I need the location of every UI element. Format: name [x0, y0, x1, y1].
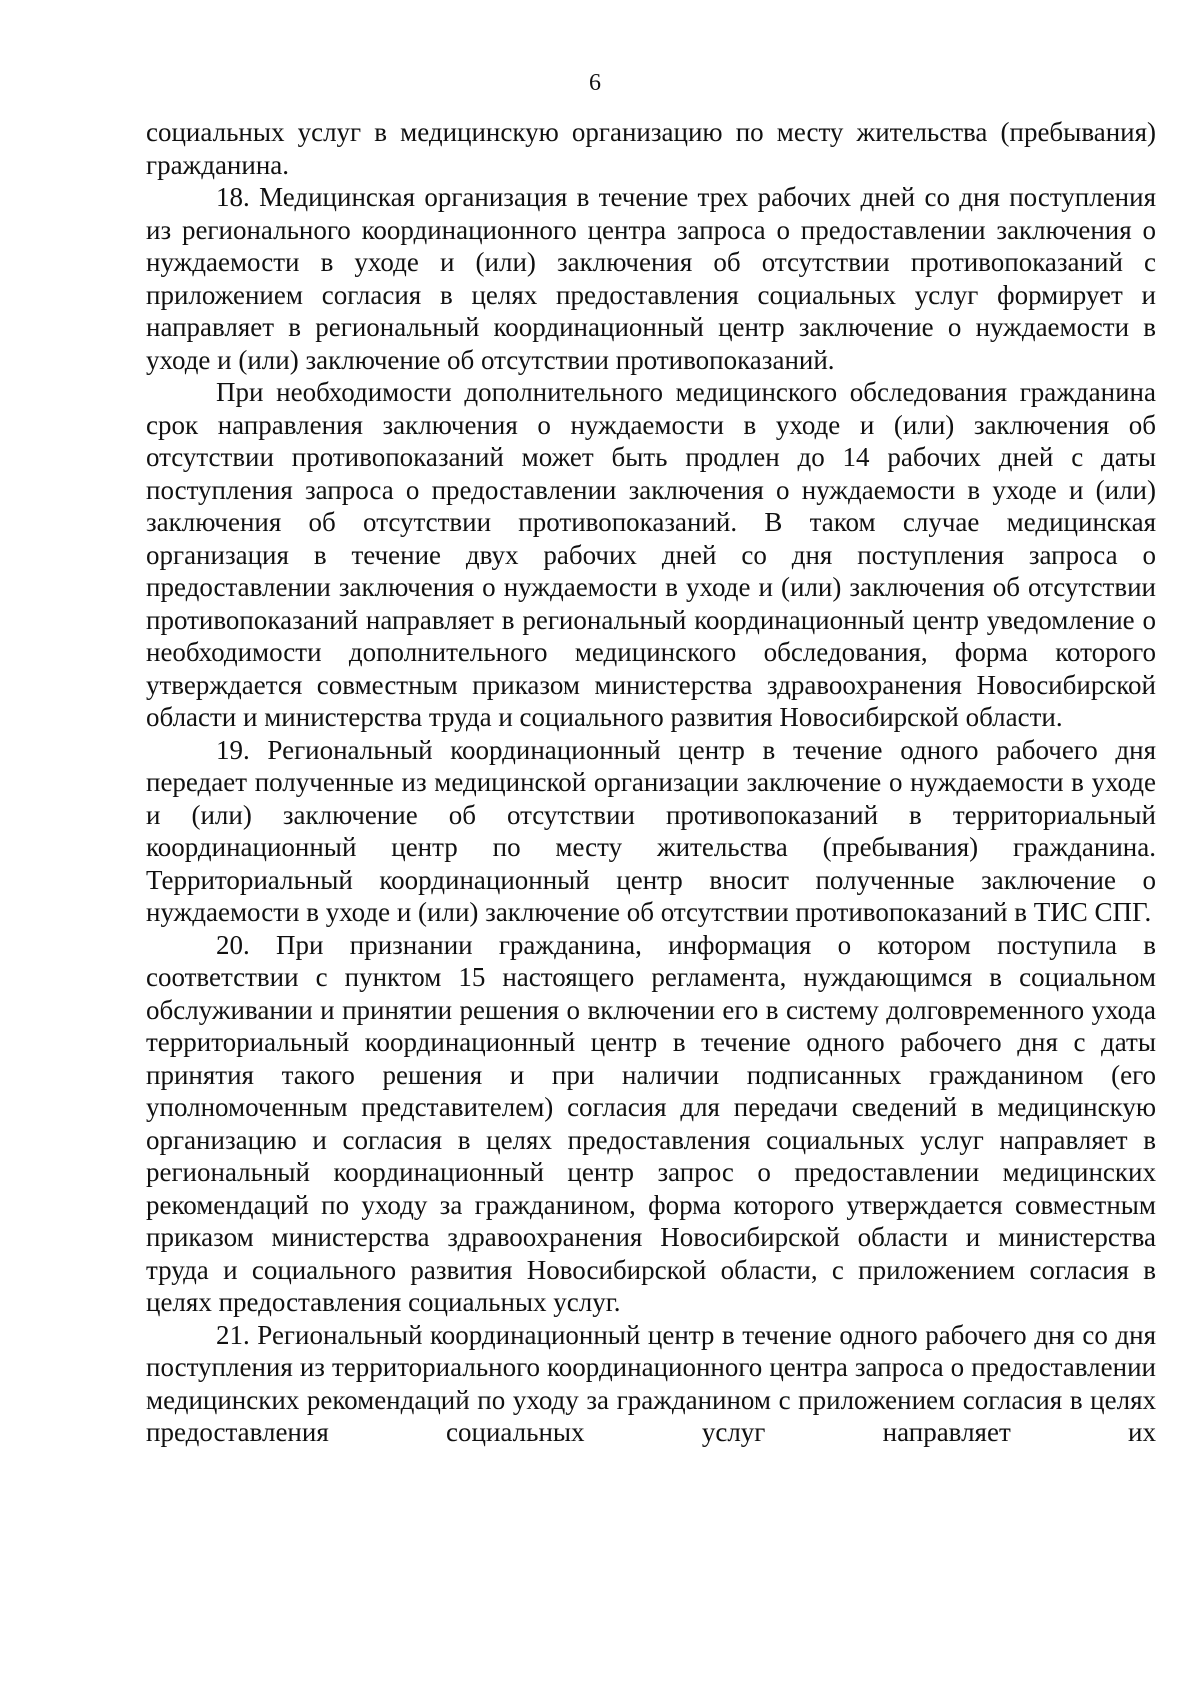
document-body	[146, 116, 1156, 1449]
paragraph-item-20: 20. При признании гражданина, информация о котором поступила в соответствии с пунктом 15 настоящего регламента, нуждающимся в социальном обслуживании и принятии решения о включении его в систему долговременного ухода территориальный координационный центр в течение одного рабочего дня с даты принятия такого решения и при наличии подписанных гражданином (его уполномоченным представителем) согласия для передачи сведений в медицинскую организацию и согласия в целях предоставления социальных услуг направляет в региональный координационный центр запрос о предоставлении медицинских рекомендаций по уходу за гражданином, форма которого утверждается совместным приказом министерства здравоохранения Новосибирской области и министерства труда и социального развития Новосибирской области, с приложением согласия в целях предоставления социальных услуг.	[146, 929, 1156, 1317]
paragraph-item-21: 21. Региональный координационный центр в течение одного рабочего дня со дня поступления из территориального координационного центра запроса о предоставлении медицинских рекомендаций по уходу за гражданином с приложением согласия в целях предоставления социальных услуг направляет их	[146, 1319, 1156, 1447]
page-number: 6	[589, 70, 601, 96]
paragraph-item-19: 19. Региональный координационный центр в течение одного рабочего дня передает полученные из медицинской организации заключение о нуждаемости в уходе и (или) заключение об отсутствии противопоказаний в территориальный координационный центр по месту жительства (пребывания) гражданина. Территориальный координационный центр вносит полученные заключение о нуждаемости в уходе и (или) заключение об отсутствии противопоказаний в ТИС СПГ.	[146, 734, 1156, 927]
paragraph-item-18: 18. Медицинская организация в течение трех рабочих дней со дня поступления из регионального координационного центра запроса о предоставлении заключения о нуждаемости в уходе и (или) заключения об отсутствии противопоказаний с приложением согласия в целях предоставления социальных услуг формирует и направляет в региональный координационный центр заключение о нуждаемости в уходе и (или) заключение об отсутствии противопоказаний.	[146, 182, 1156, 375]
paragraph-continuation: социальных услуг в медицинскую организацию по месту жительства (пребывания) гражданина.	[146, 117, 1156, 180]
paragraph-item-18-extension: При необходимости дополнительного медицинского обследования гражданина срок направления заключения о нуждаемости в уходе и (или) заключения об отсутствии противопоказаний может быть продлен до 14 рабочих дней с даты поступления запроса о предоставлении заключения о нуждаемости в уходе и (или) заключения об отсутствии противопоказаний. В таком случае медицинская организация в течение двух рабочих дней со дня поступления запроса о предоставлении заключения о нуждаемости в уходе и (или) заключения об отсутствии противопоказаний направляет в региональный координационный центр уведомление о необходимости дополнительного медицинского обследования, форма которого утверждается совместным приказом министерства здравоохранения Новосибирской области и министерства труда и социального развития Новосибирской области.	[146, 377, 1156, 732]
